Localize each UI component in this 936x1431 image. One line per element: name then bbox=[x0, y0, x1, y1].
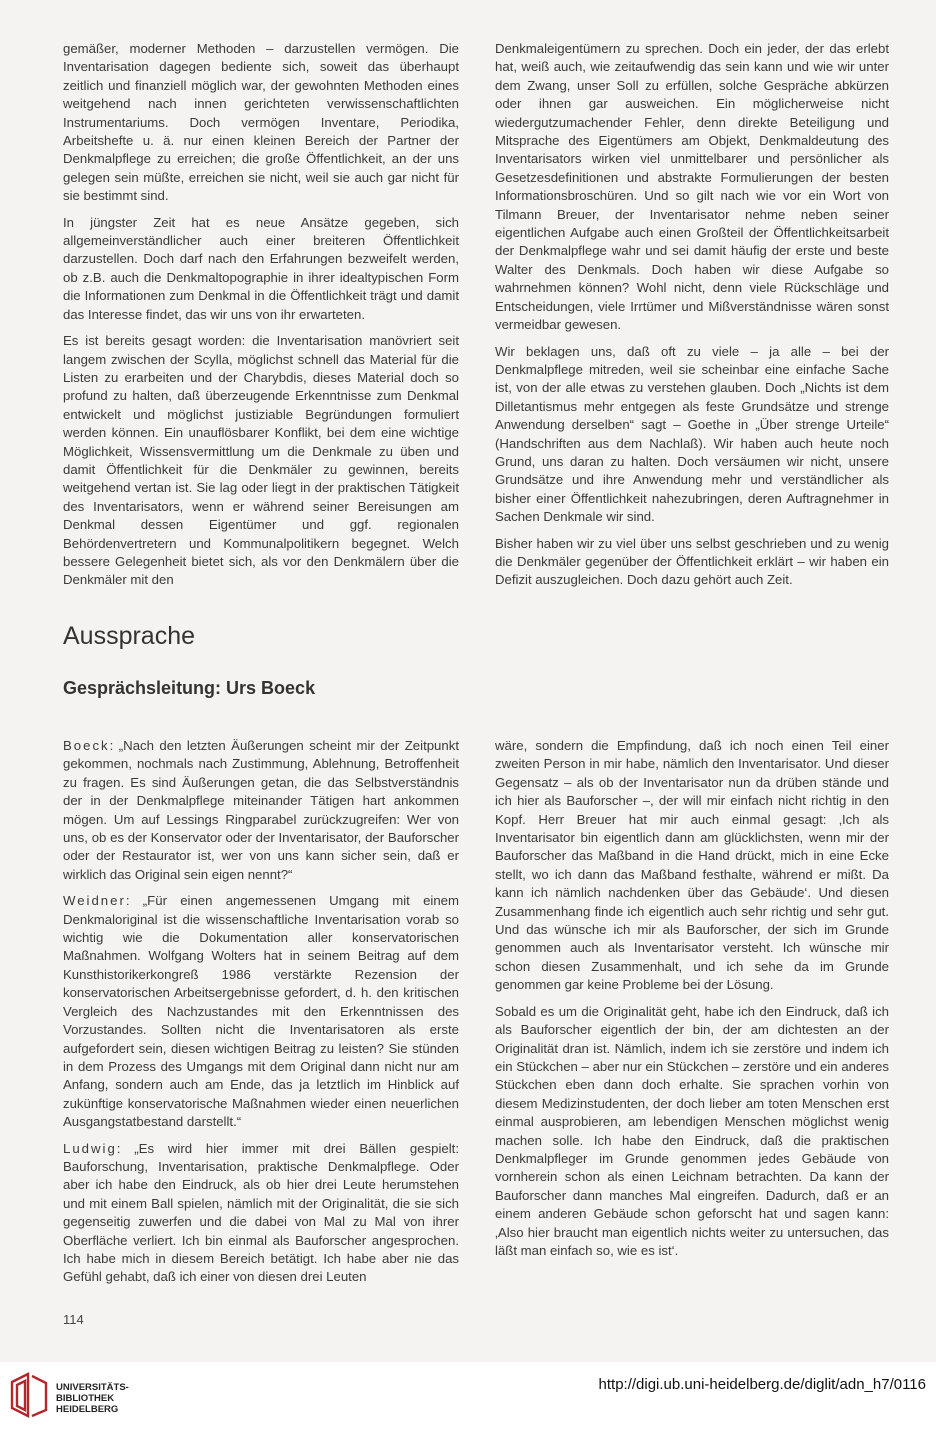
speaker-name: Boeck bbox=[63, 738, 110, 753]
speaker-paragraph bbox=[63, 1140, 459, 1287]
paragraph: Denkmaleigentümern zu sprechen. Doch ein jeder, der das erlebt hat, weiß auch, wie zeitaufwendig das sein kann und wie wir unter dem Zwang, unser Soll zu erfüllen, solche Gespräche abkürzen oder ihnen gar ausweichen. Ein möglicherweise nicht wiedergutzumachender Fehler, denn direkte Beteiligung und Mitsprache des Eigentümers am Objekt, Denkmaldeutung des Inventarisators wirken viel unmittelbarer und persönlicher als Gesetzesdefinitionen und abstrakte Formulierungen der besten Informationsbroschüren. Und so gilt nach wie vor ein Wort von Tilmann Breuer, der Inventarisator nehme neben seiner eigentlichen Aufgabe auch einen Großteil der Öffentlichkeitsarbeit der Denkmalpflege wahr und sei damit häufig der erste und beste Walter des Denkmals. Doch haben wir diese Aufgabe so wahrnehmen können? Wohl nicht, denn viele Rückschläge und Entscheidungen, viele Irrtümer und Mißverständnisse wären sonst vermeidbar gewesen. bbox=[495, 41, 889, 333]
column-right-bottom bbox=[495, 737, 889, 1268]
university-library-logo-icon bbox=[8, 1372, 50, 1418]
speech-text: : „Nach den letzten Äußerungen scheint mir der Zeitpunkt gekommen, nochmals nach Zustimmung, Ablehnung, Betroffenheit zu fragen. Es sind Äußerungen getan, die das Selbstverständnis der in der Denkmalpflege miteinander Tätigen hart ankommen mögen. Um auf Lessings Ringparabel zurückzugreifen: Wer von uns, ob es der Konservator oder der Inventarisator, der Bauforscher oder der Restaurator ist, wer von uns kann sicher sein, daß er wirklich das Original sein eigen nennt?“ bbox=[63, 738, 459, 882]
paragraph: Bisher haben wir zu viel über uns selbst geschrieben und zu wenig die Denkmäler gegenüber der Öffentlichkeit erklärt – wir haben ein Defizit auszugleichen. Doch dazu gehört auch Zeit. bbox=[495, 535, 889, 588]
speaker-name: Ludwig bbox=[63, 1140, 117, 1156]
paragraph: gemäßer, moderner Methoden – darzustellen vermögen. Die Inventarisation dagegen bediente sich, soweit das überhaupt zeitlich und finanziell möglich war, der gewohnten Methoden eines weitgehend nach innen gerichteten verwissenschaftlichten Instrumentariums. Doch vermögen Inventare, Periodika, Arbeitshefte u. ä. nur einen kleinen Bereich der Partner der Denkmalpflege zu erreichen; die große Öffentlichkeit, an der uns gelegen sein müßte, erreichen sie nicht, weil sie auch gar nicht für sie bestimmt sind. bbox=[63, 41, 459, 204]
speaker-paragraph bbox=[63, 892, 459, 1131]
column-right-top bbox=[495, 40, 889, 598]
page-number: 114 bbox=[63, 1312, 84, 1327]
section-subheading: Gesprächsleitung: Urs Boeck bbox=[63, 678, 316, 698]
footer-bar bbox=[0, 1362, 936, 1431]
source-url-link[interactable]: http://digi.ub.uni-heidelberg.de/diglit/adn_h7/0116 bbox=[598, 1376, 926, 1393]
speech-text: : „Für einen angemessenen Umgang mit einem Denkmaloriginal ist die wissenschaftliche Inventarisation vorab so wichtig wie die Dokumentation aller konservatorischen Maßnahmen. Wolfgang Wolters hat in seinem Beitrag auf dem Kunsthistorikerkongreß 1986 verstärkte Rezension der konservatorischen Arbeitsergebnisse gefordert, d. h. den kritischen Vergleich des Nachzustandes mit den Erkenntnissen des Vorzustandes. Sollten nicht die Inventarisatoren als erste aufgefordert sein, diesen wichtigen Beitrag zu leisten? Sie stünden in dem Prozess des Umgangs mit dem Original dann nicht nur am Anfang, sondern auch am Ende, das ja letztlich im Hinblick auf zukünftige konservatorische Maßnahmen wieder einen neuerlichen Ausgangstatbestand darstellt.“ bbox=[63, 893, 459, 1130]
library-name: UNIVERSITÄTS- BIBLIOTHEK HEIDELBERG bbox=[56, 1382, 129, 1415]
speech-text: : „Es wird hier immer mit drei Bällen gespielt: Bauforschung, Inventarisation, praktische Denkmalpflege. Oder aber ich habe den Eindruck, als ob hier drei Leute herumstehen und mit einem Ball spielen, nämlich mit der Originalität, die sie sich gegenseitig zuwerfen und die dabei von Mal zu Mal von ihrer Oberfläche verliert. Ich bin einmal als Bauforscher angesprochen. Ich habe mich in diesem Bereich betätigt. Ich habe aber nie das Gefühl gehabt, daß ich einer von diesen drei Leuten bbox=[63, 1140, 459, 1285]
speaker-paragraph bbox=[63, 737, 459, 884]
paragraph: wäre, sondern die Empfindung, daß ich noch einen Teil einer zweiten Person in mir habe, nämlich den Inventarisator. Und dieser Gegensatz – als ob der Inventarisator nun da drüben stände und ich hier als Bauforscher –, der will mir einfach nicht richtig in den Kopf. Herr Breuer hat mir auch einmal gesagt: ‚Ich als Inventarisator bin eigentlich dann am glücklichsten, wenn mir der Bauforscher das Maßband in die Hand drückt, mich in eine Ecke stellt, wo ich dann das Maßband festhalte, während er mißt. Da kann ich nämlich nachdenken über das Gebäude‘. Und diesen Zusammenhang finde ich eigentlich auch sehr richtig und sehr gut. Und das wünsche ich mir als Bauforscher, der sich im Grunde genommen auch als Inventarisator versteht. Ich wünsche mir schon diesen Zusammenhalt, und ich sehe da im Grunde genommen gar keine Probleme bei der Lösung. bbox=[495, 738, 889, 993]
paragraph: Wir beklagen uns, daß oft zu viele – ja alle – bei der Denkmalpflege mitreden, weil sie scheinbar eine einfache Sache ist, von der alle etwas zu verstehen glauben. Doch „Nichts ist dem Dilletantismus mehr entgegen als feste Grundsätze und strenge Anwendung derselben“ sagt – Goethe in „Über strenge Urteile“ (Handschriften aus dem Nachlaß). Wir haben auch heute noch Grund, uns daran zu halten. Doch versäumen wir nicht, unsere Grundsätze und ihre Anwendung mehr und verständlicher als bisher einer Öffentlichkeit nahezubringen, deren Auftragnehmer in Sachen Denkmale wir sind. bbox=[495, 343, 889, 525]
paragraph: Sobald es um die Originalität geht, habe ich den Eindruck, daß ich als Bauforscher eigentlich der bin, der am dichtesten an der Originalität dran ist. Nämlich, indem ich sie zerstöre und indem ich ein Stückchen – aber nur ein Stückchen – zerstöre und ein anderes Stückchen eben dann doch erhalte. Sie sprachen vorhin von diesem Medizinstudenten, der doch lieber am toten Menschen erst einmal ausprobieren, am lebendigen Menschen möglichst wenig machen solle. Ich habe den Eindruck, daß die praktischen Denkmalpfleger im Grunde genommen jedes Gebäude von vornherein schon als einen Leichnam betrachten. Da kann der Bauforscher dann manches Mal eingreifen. Dadurch, daß er an einem anderen Gebäude schon geforscht hat und sagen kann: ‚Also hier braucht man eigentlich nichts weiter zu untersuchen, das läßt man einfach so, wie es ist‘. bbox=[495, 1003, 889, 1258]
speaker-name: Weidner bbox=[63, 893, 126, 909]
column-left-top bbox=[63, 40, 459, 598]
paragraph: Es ist bereits gesagt worden: die Inventarisation manövriert seit langem zwischen der Scylla, möglichst schnell das Material für die Listen zu erarbeiten und der Charybdis, dieses Material doch so profund zu halten, daß überzeugende Erkenntnisse zum Denkmal entwickelt und möglichst justiziable Begründungen formuliert werden können. Ein unauflösbarer Konflikt, bei dem eine wichtige Möglichkeit, Wissensvermittlung um die Denkmale zu üben und damit Öffentlichkeit für die Denkmäler zu gewinnen, bereits weitgehend vertan ist. Sie lag oder liegt in der praktischen Tätigkeit des Inventarisators, wenn er während seiner Bereisungen am Denkmal dessen Eigentümer und ggf. regionalen Behördenvertretern und Kommunalpolitikern begegnet. Welch bessere Gelegenheit bietet sich, als vor den Denkmälern über die Denkmäler mit den bbox=[63, 333, 459, 588]
paragraph: In jüngster Zeit hat es neue Ansätze gegeben, sich allgemeinverständlicher auch einer breiteren Öffentlichkeit darzustellen. Doch darf nach den Erfahrungen bezweifelt werden, ob z.B. auch die Denkmaltopographie in ihrer idealtypischen Form die Informationen zum Denkmal in die Öffentlichkeit trägt und damit das Interesse findet, das wir uns von ihr erwarteten. bbox=[63, 214, 459, 322]
column-left-bottom bbox=[63, 737, 459, 1295]
section-heading: Aussprache bbox=[63, 622, 196, 650]
